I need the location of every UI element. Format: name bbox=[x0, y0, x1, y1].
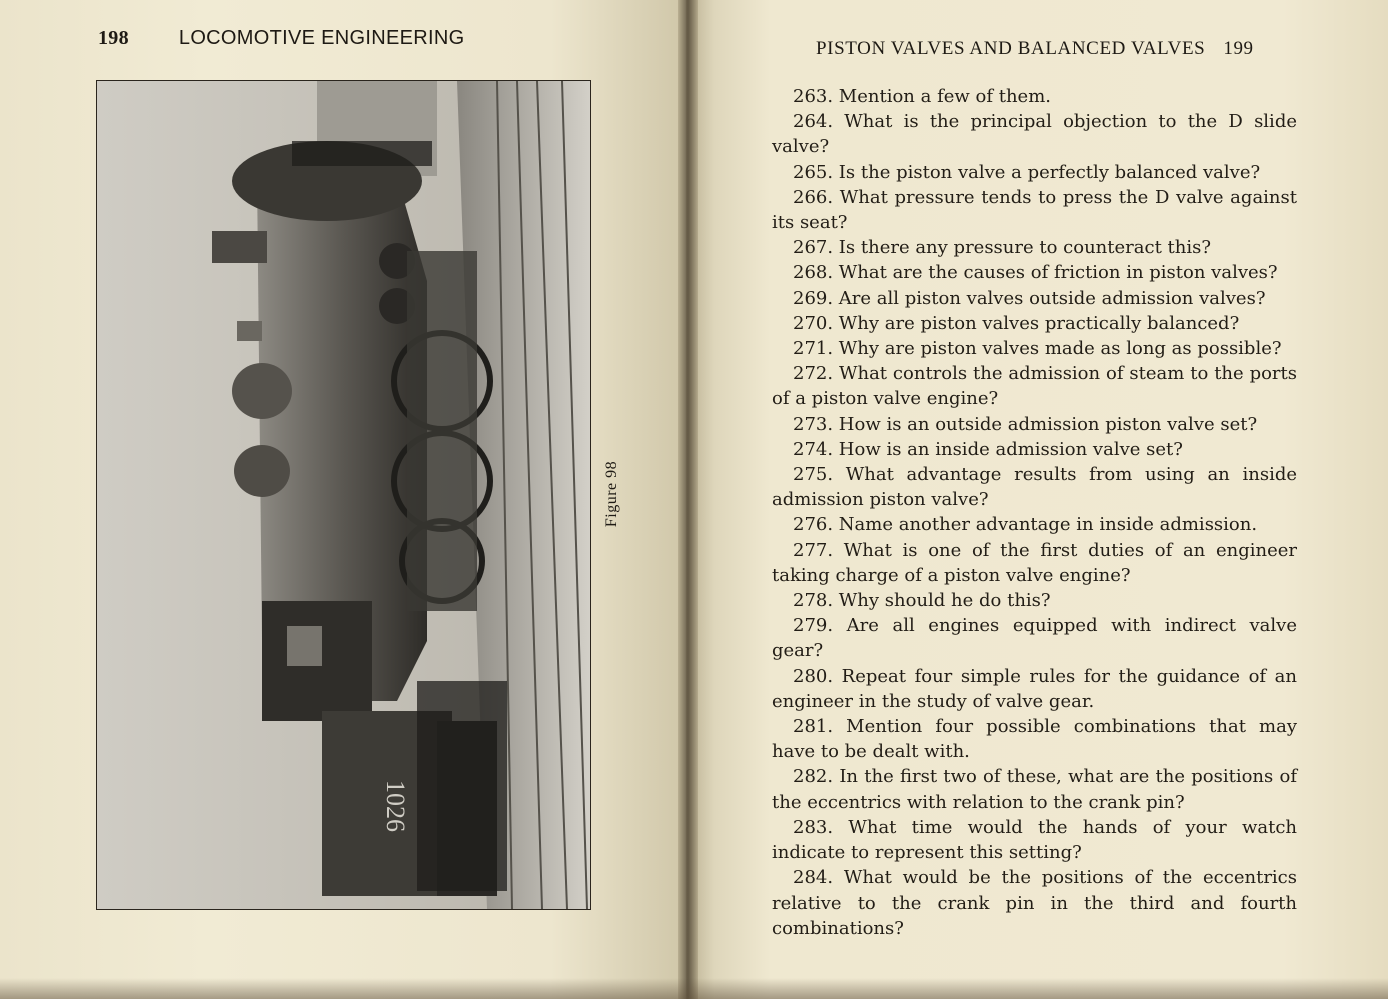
right-running-head bbox=[816, 38, 1254, 60]
smokestack bbox=[212, 231, 267, 263]
question-263: 263. Mention a few of them. bbox=[793, 86, 1052, 107]
left-running-title: LOCOMOTIVE ENGINEERING bbox=[178, 27, 465, 49]
question-264: 264. What is the principal objection to the D slide valve? bbox=[772, 111, 1297, 158]
question-271: 271. Why are piston valves made as long as possible? bbox=[793, 338, 1282, 360]
engine-number: 1026 bbox=[381, 780, 410, 832]
question-276: 276. Name another advantage in inside admission. bbox=[793, 514, 1258, 536]
question-282: 282. In the first two of these, what are the positions of the eccentrics with relation to the crank pin? bbox=[772, 766, 1297, 813]
book-gutter bbox=[678, 0, 698, 999]
steam-dome bbox=[232, 363, 292, 419]
locomotive-illustration bbox=[97, 81, 590, 909]
question-266: 266. What pressure tends to press the D valve against its seat? bbox=[772, 186, 1297, 234]
question-268: 268. What are the causes of friction in piston valves? bbox=[793, 262, 1278, 284]
sand-dome bbox=[234, 445, 290, 497]
bell bbox=[237, 321, 262, 341]
question-279: 279. Are all engines equipped with indirect valve gear? bbox=[772, 615, 1297, 662]
question-278: 278. Why should he do this? bbox=[793, 590, 1051, 612]
page-bottom-edge bbox=[0, 978, 1388, 999]
question-265: 265. Is the piston valve a perfectly balanced valve? bbox=[793, 161, 1261, 183]
question-267: 267. Is there any pressure to counteract this? bbox=[793, 237, 1211, 259]
left-running-head bbox=[98, 27, 464, 50]
right-running-title: PISTON VALVES AND BALANCED VALVES bbox=[816, 38, 1206, 59]
locomotive-photograph bbox=[96, 80, 591, 910]
question-269: 269. Are all piston valves outside admission valves? bbox=[793, 287, 1266, 309]
question-284: 284. What would be the positions of the eccentrics relative to the crank pin in the third and fourth combinations? bbox=[772, 867, 1297, 939]
question-274: 274. How is an inside admission valve set? bbox=[793, 438, 1183, 460]
question-list bbox=[772, 84, 1297, 941]
question-270: 270. Why are piston valves practically balanced? bbox=[793, 312, 1240, 334]
left-page-number: 198 bbox=[98, 27, 129, 49]
question-281: 281. Mention four possible combinations that may have to be dealt with. bbox=[772, 716, 1297, 763]
frame bbox=[407, 251, 477, 611]
right-page-number: 199 bbox=[1223, 38, 1254, 59]
left-page bbox=[0, 0, 688, 999]
question-283: 283. What time would the hands of your watch indicate to represent this setting? bbox=[772, 816, 1297, 864]
question-277: 277. What is one of the first duties of an engineer taking charge of a piston valve engine? bbox=[772, 539, 1297, 586]
cab-window bbox=[287, 626, 322, 666]
figure-caption bbox=[602, 440, 630, 550]
question-275: 275. What advantage results from using an inside admission piston valve? bbox=[772, 464, 1297, 511]
question-273: 273. How is an outside admission piston valve set? bbox=[793, 413, 1258, 435]
figure-caption-text: Figure 98 bbox=[603, 460, 620, 528]
question-272: 272. What controls the admission of steam to the ports of a piston valve engine? bbox=[772, 363, 1297, 410]
right-page bbox=[686, 0, 1388, 999]
question-280: 280. Repeat four simple rules for the guidance of an engineer in the study of valve gear. bbox=[772, 665, 1297, 712]
